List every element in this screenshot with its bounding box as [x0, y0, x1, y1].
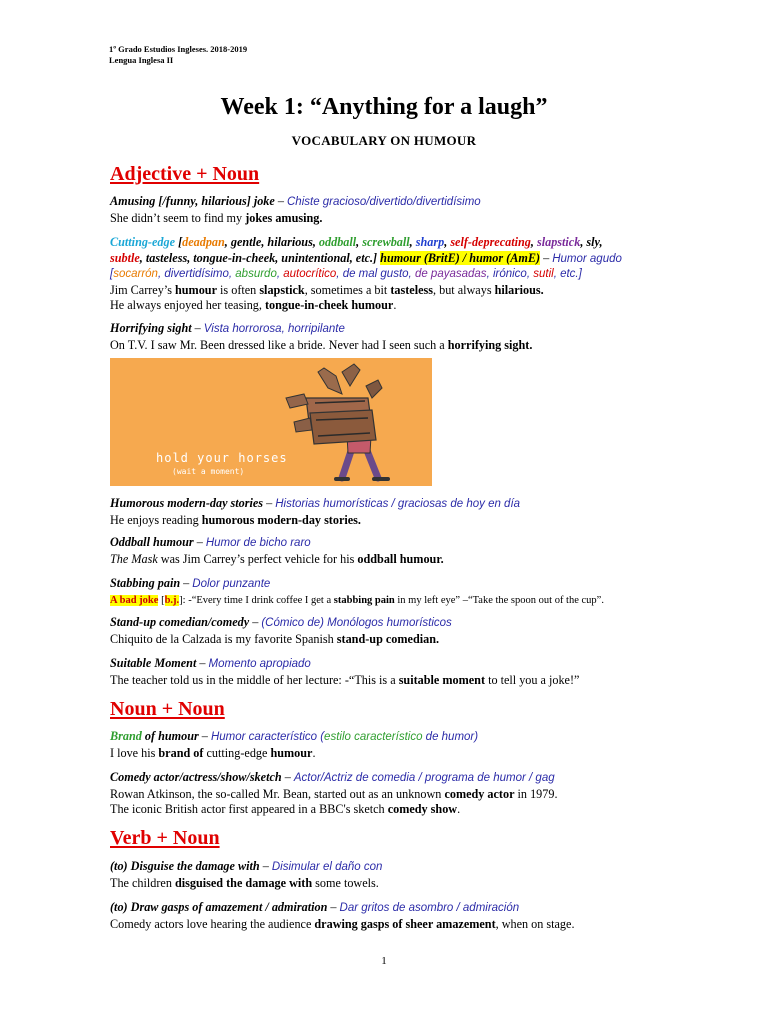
document-header [109, 44, 247, 66]
entry-disguise-damage: (to) Disguise the damage with – Disimular el daño con The children disguised the damage with some towels. [110, 859, 383, 890]
bad-joke-label: A bad joke [110, 594, 159, 606]
page-title: Week 1: “Anything for a laugh” [220, 94, 548, 120]
illustration-caption: hold your horses [156, 451, 288, 465]
entry-draw-gasps: (to) Draw gasps of amazement / admiration – Dar gritos de asombro / admiración Comedy actors love hearing the audience drawing gasps of sheer amazement, when on stage. [110, 900, 575, 931]
entry-term: Amusing [/funny, hilarious] joke [110, 194, 275, 208]
horses-cartoon-image [110, 358, 432, 486]
entry-oddball-humour: Oddball humour – Humor de bicho raro The Mask was Jim Carrey’s perfect vehicle for his oddball humour. [110, 535, 444, 566]
entry-horrifying-sight: Horrifying sight – Vista horrorosa, horripilante On T.V. I saw Mr. Been dressed like a bride. Never had I seen such a horrifying sight. [110, 321, 533, 352]
entry-cutting-edge-humour: Cutting-edge [deadpan, gentle, hilarious, oddball, screwball, sharp, self-deprecating, slapstick, sly, subtle, tasteless, tongue-in-cheek, unintentional, etc.] humour (BritE) / humor (AmE) – Humor agudo [socarrón, divertidísimo, absurdo, autocrítico, de mal gusto, de payasadas, irónico, sutil, etc.] Jim Carrey’s humour is often slapstick, sometimes a bit tasteless, but always hilarious. He always enjoyed her teasing, tongue-in-cheek humour. [110, 235, 622, 312]
page-number: 1 [381, 955, 387, 967]
entry-brand-of-humour: Brand of humour – Humor característico (estilo característico de humor) I love his brand of cutting-edge humour. [110, 729, 479, 760]
entry-amusing-joke: Amusing [/funny, hilarious] joke – Chiste gracioso/divertido/divertidísimo She didn’t seem to find my jokes amusing. [110, 194, 481, 225]
spanish-translation: Chiste gracioso/divertido/divertidísimo [287, 196, 481, 208]
illustration-subcaption: (wait a moment) [172, 467, 245, 476]
hold-your-horses-illustration [110, 358, 432, 486]
entry-suitable-moment: Suitable Moment – Momento apropiado The teacher told us in the middle of her lecture: -“This is a suitable moment to tell you a joke!” [110, 656, 580, 687]
entry-stabbing-pain: Stabbing pain – Dolor punzante A bad joke [b.j.]: -“Every time I drink coffee I get a stabbing pain in my left eye” –“Take the spoon out of the cup”. [110, 576, 604, 606]
section-heading-noun-noun: Noun + Noun [110, 698, 225, 720]
page-subtitle: VOCABULARY ON HUMOUR [291, 133, 477, 148]
entry-comedy-actor: Comedy actor/actress/show/sketch – Actor/Actriz de comedia / programa de humor / gag Rowan Atkinson, the so-called Mr. Bean, started out as an unknown comedy actor in 1979. The iconic British actor first appeared in a BBC's sketch comedy show. [110, 770, 558, 816]
course-line: 1º Grado Estudios Ingleses. 2018-2019 [109, 44, 248, 54]
subject-line: Lengua Inglesa II [109, 55, 174, 65]
section-heading-adjective-noun: Adjective + Noun [110, 163, 260, 185]
entry-stand-up-comedian: Stand-up comedian/comedy – (Cómico de) Monólogos humorísticos Chiquito de la Calzada is my favorite Spanish stand-up comedian. [110, 615, 452, 646]
entry-humorous-stories: Humorous modern-day stories – Historias humorísticas / graciosas de hoy en día He enjoys reading humorous modern-day stories. [110, 496, 521, 527]
example-text: She didn’t seem to find my [110, 210, 246, 225]
section-heading-verb-noun: Verb + Noun [110, 827, 220, 849]
